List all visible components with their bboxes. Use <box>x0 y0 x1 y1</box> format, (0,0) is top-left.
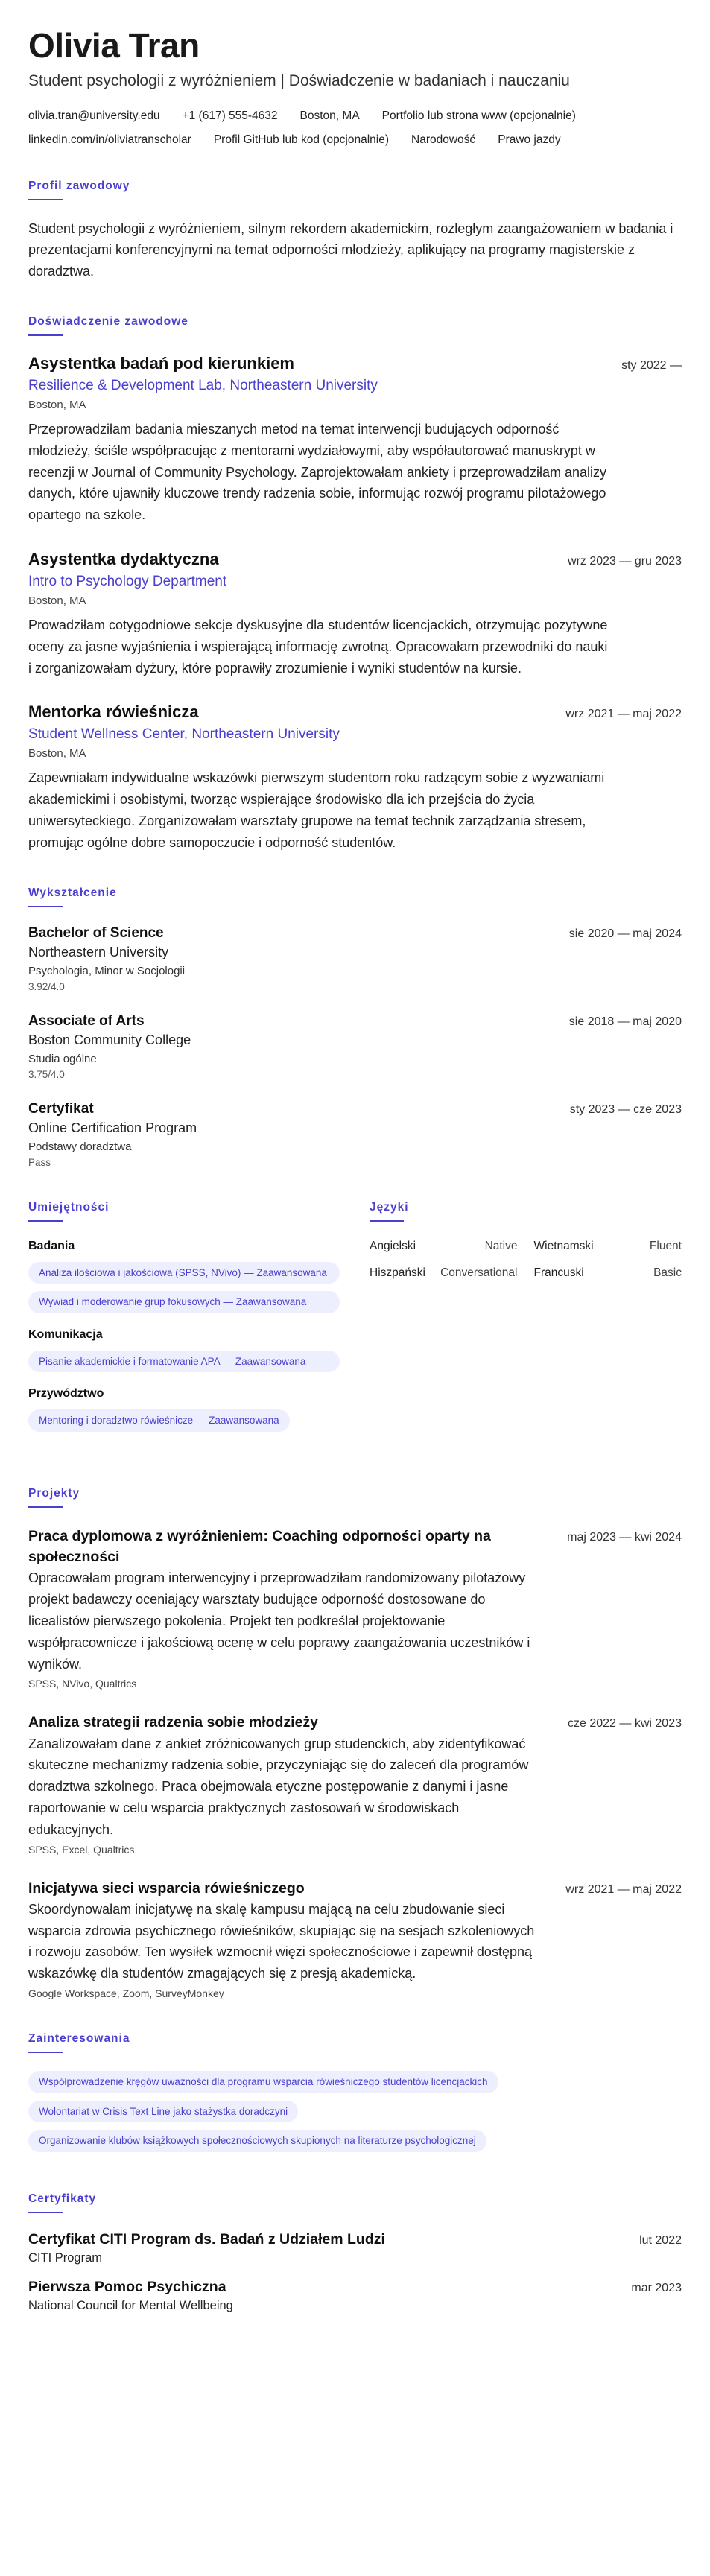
project-tools: SPSS, NVivo, Qualtrics <box>28 1678 137 1690</box>
contact-linkedin[interactable]: linkedin.com/in/oliviatranscholar <box>28 133 191 146</box>
resume-header <box>28 27 682 147</box>
degree-title: Associate of Arts <box>28 1012 145 1029</box>
contact-phone[interactable]: +1 (617) 555-4632 <box>182 109 278 122</box>
language-level: Basic <box>653 1266 682 1279</box>
job-title: Mentorka rówieśnicza <box>28 702 199 722</box>
skill-group-name: Komunikacja <box>28 1327 103 1341</box>
section-title: Profil zawodowy <box>28 179 130 192</box>
contact-list <box>28 110 682 147</box>
section-divider <box>28 2052 63 2053</box>
project-title: Analiza strategii radzenia sobie młodzieży <box>28 1714 319 1731</box>
section-title: Języki <box>370 1200 409 1214</box>
contact-location: Boston, MA <box>299 109 360 122</box>
language-item <box>534 1266 682 1280</box>
language-name: Francuski <box>533 1266 584 1279</box>
certification-title: Pierwsza Pomoc Psychiczna <box>28 2278 226 2295</box>
project-title: Praca dyplomowa z wyróżnieniem: Coaching odporności oparty na społeczności <box>28 1527 491 1566</box>
skill-group-name: Przywództwo <box>28 1387 104 1400</box>
section-divider <box>28 906 63 907</box>
job-organization: Student Wellness Center, Northeastern University <box>28 726 340 743</box>
project-tools: SPSS, Excel, Qualtrics <box>28 1843 135 1856</box>
skill-group <box>28 1387 340 1439</box>
language-item <box>534 1240 682 1253</box>
project-entry <box>28 1712 682 1855</box>
contact-github[interactable]: Profil GitHub lub kod (opcjonalnie) <box>213 133 390 146</box>
section-divider <box>28 334 63 336</box>
section-title: Projekty <box>28 1486 80 1500</box>
project-entry <box>28 1878 682 1999</box>
section-title: Wykształcenie <box>28 886 117 899</box>
language-item <box>370 1240 518 1253</box>
job-organization: Intro to Psychology Department <box>28 573 227 589</box>
language-item <box>370 1266 518 1280</box>
project-description: Skoordynowałam inicjatywę na skalę kampusu mającą na celu zbudowanie sieci wsparcia zdrowia psychicznego rówieśników, skupiając się na sesjach szkoleniowych i rozwoju zasobów. Ten wysiłek wzmocnił więzi społecznościowe i zapewnił dostępną wskazówkę dla studentów zmagających się z presją akademicką. <box>28 1901 535 1982</box>
project-tools: Google Workspace, Zoom, SurveyMonkey <box>28 1987 224 2000</box>
contact-driving-license: Prawo jazdy <box>498 133 561 146</box>
certification-entry <box>28 2279 682 2313</box>
job-date: sty 2022 — <box>621 358 682 372</box>
experience-entry <box>28 354 682 526</box>
language-name: Angielski <box>370 1239 416 1252</box>
skill-pill: Analiza ilościowa i jakościowa (SPSS, NVivo) — Zaawansowana <box>28 1262 340 1284</box>
job-date: wrz 2023 — gru 2023 <box>568 554 682 568</box>
school-name: Online Certification Program <box>28 1120 197 1135</box>
job-description: Przeprowadziłam badania mieszanych metod na temat interwencji budujących odporność młodzieży, ściśle współpracując z mentorami wydziałowymi, aby współautorować manuskrypt w recenzji w Journal of Community Psychology. Zaprojektowałam ankiety i przeprowadziłam analizy danych, które ujawniły kluczowe trendy radzenia sobie, informując rozwój programu pilotażowego opartego na szkole. <box>28 421 606 523</box>
experience-entry <box>28 702 682 853</box>
skill-pill: Mentoring i doradztwo rówieśnicze — Zaawansowana <box>28 1409 290 1432</box>
degree-date: sty 2023 — cze 2023 <box>569 1103 682 1116</box>
certification-date: mar 2023 <box>631 2281 682 2294</box>
section-title: Zainteresowania <box>28 2032 130 2046</box>
project-date: maj 2023 — kwi 2024 <box>567 1530 682 1544</box>
certification-date: lut 2022 <box>639 2233 682 2247</box>
degree-title: Certyfikat <box>28 1100 94 1117</box>
contact-email[interactable]: olivia.tran@university.edu <box>28 109 160 122</box>
interest-pill: Współprowadzenie kręgów uważności dla programu wsparcia rówieśniczego studentów licencjackich <box>28 2071 498 2093</box>
skill-group-name: Badania <box>28 1239 75 1252</box>
skills-languages-row <box>28 1201 682 1454</box>
language-list <box>370 1240 682 1280</box>
certification-entry <box>28 2231 682 2265</box>
skill-pill: Wywiad i moderowanie grup fokusowych — Zaawansowana <box>28 1291 340 1313</box>
language-level: Native <box>484 1239 518 1252</box>
project-date: wrz 2021 — maj 2022 <box>565 1882 682 1896</box>
certification-issuer: CITI Program <box>28 2250 103 2265</box>
contact-portfolio[interactable]: Portfolio lub strona www (opcjonalnie) <box>381 109 576 122</box>
study-field: Podstawy doradztwa <box>28 1140 132 1153</box>
study-field: Psychologia, Minor w Socjologii <box>28 964 186 977</box>
job-title: Asystentka dydaktyczna <box>28 549 219 568</box>
job-organization: Resilience & Development Lab, Northeastern University <box>28 377 378 393</box>
job-date: wrz 2021 — maj 2022 <box>565 708 682 721</box>
school-name: Boston Community College <box>28 1032 191 1047</box>
study-field: Studia ogólne <box>28 1052 97 1065</box>
section-title: Doświadczenie zawodowe <box>28 314 188 328</box>
skills-section <box>28 1201 340 1454</box>
section-title: Umiejętności <box>28 1200 110 1214</box>
summary-text: Student psychologii z wyróżnieniem, silnym rekordem akademickim, rozległym zaangażowaniem w badania i prezentacjami konferencyjnymi na temat odporności młodzieży, aplikujący na programy magisterskie z doradztwa. <box>28 221 673 279</box>
section-divider <box>28 2212 63 2213</box>
certification-title: Certyfikat CITI Program ds. Badań z Udziałem Ludzi <box>28 2230 385 2247</box>
language-level: Fluent <box>649 1239 682 1252</box>
candidate-headline: Student psychologii z wyróżnieniem | Doświadczenie w badaniach i nauczaniu <box>28 72 570 89</box>
skill-pill: Pisanie akademickie i formatowanie APA — Zaawansowana <box>28 1351 340 1373</box>
projects-section <box>28 1487 682 1999</box>
certification-issuer: National Council for Mental Wellbeing <box>28 2298 233 2312</box>
section-title: Certyfikaty <box>28 2192 97 2205</box>
study-score: 3.75/4.0 <box>28 1068 65 1080</box>
project-date: cze 2022 — kwi 2023 <box>568 1717 682 1730</box>
certifications-section <box>28 2192 682 2313</box>
language-name: Hiszpański <box>370 1266 425 1279</box>
language-name: Wietnamski <box>533 1239 594 1252</box>
degree-date: sie 2020 — maj 2024 <box>568 927 682 940</box>
project-title: Inicjatywa sieci wsparcia rówieśniczego <box>28 1879 305 1897</box>
languages-section <box>370 1201 682 1454</box>
job-description: Prowadziłam cotygodniowe sekcje dyskusyjne dla studentów licencjackich, otrzymując pozytywne oceny za jasne wyjaśnienia i wspierającą informację zwrotną. Opracowałam przewodniki do nauki i zorganizowałam dyżury, które poprawiły zrozumienie i wyniki studentów na kursie. <box>28 617 608 676</box>
interest-pill: Organizowanie klubów książkowych społecznościowych skupionych na literaturze psychologicznej <box>28 2130 486 2152</box>
contact-nationality: Narodowość <box>411 133 476 146</box>
job-description: Zapewniałam indywidualne wskazówki pierwszym studentom roku radzącym sobie z wyzwaniami akademickimi i osobistymi, tworząc wspierające środowisko dla ich przejścia do życia uniwersyteckiego. Zorganizowałam warsztaty grupowe na temat technik zarządzania stresem, promując ogólne dobre samopoczucie i odporność studentów. <box>28 770 605 850</box>
experience-entry <box>28 550 682 679</box>
interests-section <box>28 2032 682 2160</box>
job-location: Boston, MA <box>28 398 86 411</box>
section-divider <box>28 199 63 200</box>
education-section <box>28 886 682 1168</box>
section-divider <box>370 1220 404 1222</box>
degree-title: Bachelor of Science <box>28 924 164 941</box>
interest-pill: Wolontariat w Crisis Text Line jako stażystka doradczyni <box>28 2101 298 2123</box>
job-location: Boston, MA <box>28 747 86 761</box>
section-divider <box>28 1220 63 1222</box>
education-entry <box>28 1101 682 1168</box>
section-divider <box>28 1506 63 1508</box>
skill-group <box>28 1328 340 1373</box>
experience-section <box>28 315 682 854</box>
education-entry <box>28 925 682 992</box>
study-score: Pass <box>28 1156 51 1168</box>
job-location: Boston, MA <box>28 594 86 607</box>
degree-date: sie 2018 — maj 2020 <box>568 1015 682 1028</box>
project-entry <box>28 1526 682 1690</box>
candidate-name: Olivia Tran <box>28 26 200 65</box>
study-score: 3.92/4.0 <box>28 980 65 992</box>
summary-section <box>28 180 682 282</box>
project-description: Zanalizowałam dane z ankiet zróżnicowanych grup studenckich, aby zidentyfikować skuteczne mechanizmy radzenia sobie, przyczyniając się do zaleceń dla programów doradztwa szkolnego. Praca obejmowała etyczne postępowanie z danymi i jasne raportowanie w celu wsparcia praktycznych zastosowań w środowiskach edukacyjnych. <box>28 1736 529 1837</box>
skill-group <box>28 1240 340 1313</box>
job-title: Asystentka badań pod kierunkiem <box>28 353 294 372</box>
language-level: Conversational <box>440 1266 518 1279</box>
project-description: Opracowałam program interwencyjny i przeprowadziłam randomizowany pilotażowy projekt badawczy oceniający warsztaty budujące odporność dostosowane do licealistów pierwszego pokolenia. Projekt ten podkreślał projektowanie współpracownicze i jakościową ocenę w celu poprawy zaangażowania uczestników i wyników. <box>28 1570 530 1672</box>
education-entry <box>28 1013 682 1080</box>
school-name: Northeastern University <box>28 944 169 959</box>
